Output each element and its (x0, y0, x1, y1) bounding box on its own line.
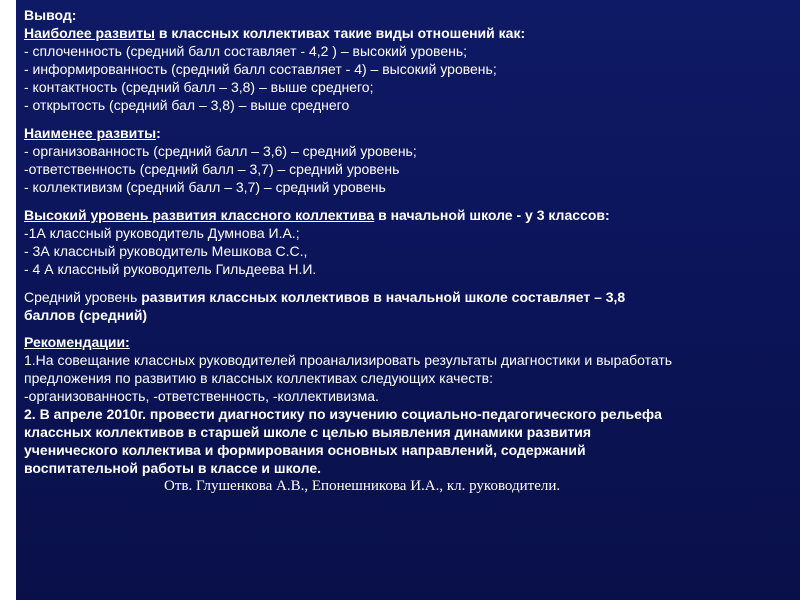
list-item: - 3А классный руководитель Мешкова С.С., (24, 243, 308, 259)
least-developed-heading (24, 124, 790, 142)
list-item: - организованность (средний балл – 3,6) – средний уровень; (24, 143, 417, 159)
high-level-heading (24, 206, 790, 224)
recommendation-2-line1 (24, 405, 790, 423)
least-developed-label: Наименее развиты (24, 125, 157, 141)
average-level-line2: баллов (средний) (24, 307, 148, 323)
list-item: -ответственность (средний балл – 3,7) – средний уровень (24, 161, 400, 177)
recommendation-1-line2: предложения по развитию в классных коллективах следующих качеств: (24, 370, 493, 386)
list-item: - коллективизм (средний балл – 3,7) – средний уровень (24, 179, 386, 195)
signature: Отв. Глушенкова А.В., Епонешникова И.А., кл. руководители. (164, 478, 561, 494)
recommendation-2-line2: классных коллективов в старшей школе с целью выявления динамики развития (24, 424, 592, 440)
list-item: -1А классный руководитель Думнова И.А.; (24, 225, 300, 241)
list-item: - информированность (средний балл составляет - 4) – высокий уровень; (24, 61, 497, 77)
slide (16, 0, 800, 600)
list-item: - 4 А классный руководитель Гильдеева Н.И. (24, 261, 317, 277)
most-developed-label: Наиболее развиты (24, 25, 156, 41)
recommendations-heading: Рекомендации: (24, 334, 130, 350)
list-item: - открытость (средний бал – 3,8) – выше среднего (24, 97, 350, 113)
recommendation-2-line3: ученического коллектива и формирования основных направлений, содержаний (24, 442, 586, 458)
recommendation-2-line4: воспитательной работы в классе и школе. (24, 460, 321, 476)
high-level-text: в начальной школе - у 3 классов: (374, 207, 610, 223)
least-developed-colon: : (156, 125, 161, 141)
average-level-label: Средний уровень (24, 289, 142, 305)
most-developed-text: в классных коллективах такие виды отношений как: (155, 25, 526, 41)
recommendation-2-number: 2. В (24, 406, 54, 422)
most-developed-intro (24, 24, 790, 42)
recommendation-2-text: апреле 2010г. провести диагностику по изучению социально-педагогического рельефа (53, 406, 662, 422)
list-item: - контактность (средний балл – 3,8) – выше среднего; (24, 79, 374, 95)
high-level-label: Высокий уровень развития классного коллектива (24, 207, 375, 223)
recommendation-1-line1: 1.На совещание классных руководителей проанализировать результаты диагностики и выработать (24, 352, 673, 368)
average-level-line (24, 288, 790, 306)
average-level-text: развития классных коллективов в начальной школе составляет – 3,8 (141, 289, 626, 305)
conclusion-heading: Вывод: (24, 7, 77, 23)
list-item: - сплоченность (средний балл составляет - 4,2 ) – высокий уровень; (24, 43, 468, 59)
recommendation-1-line3: -организованность, -ответственность, -коллективизма. (24, 388, 379, 404)
